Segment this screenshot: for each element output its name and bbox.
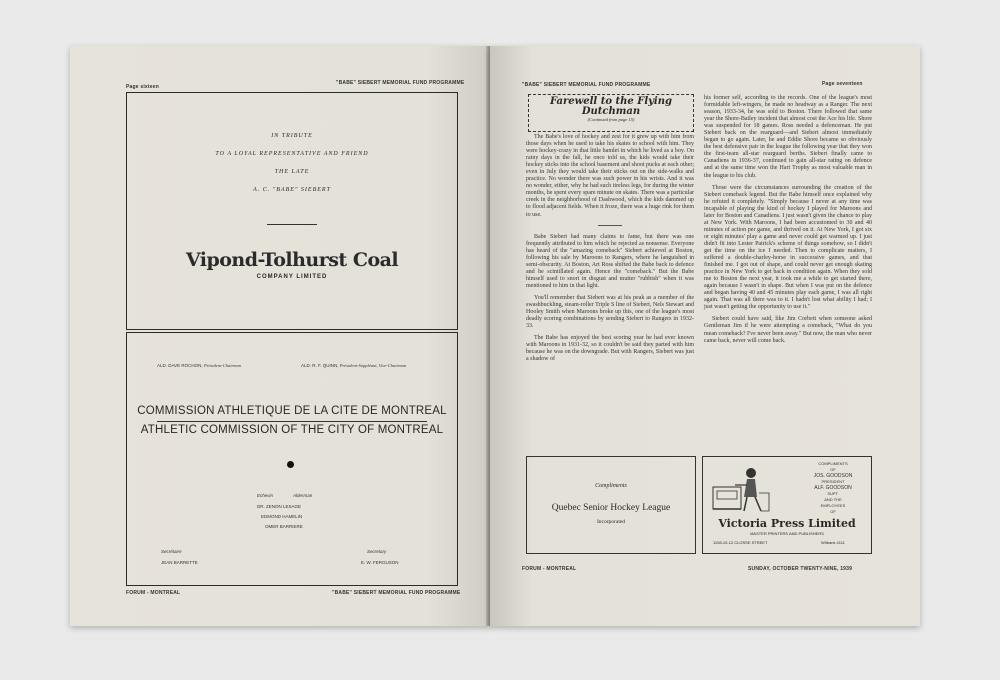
col2-paragraph-1: his former self, according to the records. One of the league's most formidable left-wingers, he made no headway as a Ranger. The next season, 1933-34, he was sold to Boston. There followed that same year the Shore-Bailey incident that almost cost the Ace his life. Shore was suspended for 18 games. Ross needed a defenceman. He put Siebert back on the rearguard—and Siebert almost immediately began to go again. Later, he and Eddie Shore became so obviously the best defensive pair in the league the following year that they won the first-team all-star rearguard berths. Siebert finally came to Canadiens in 1936-37, continued to gain all-star rating on defence and at the same time won the Hart Trophy as most valuable man in the league to his club. [704,95,872,179]
secretaire-name: JEAN BARRETTE [161,560,198,565]
commission-divider [157,421,427,422]
commission-ad-frame [126,332,458,586]
magazine-spread [68,46,930,628]
right-page-number: Page seventeen [822,81,863,87]
secretary-name: E. W. FERGUSON [361,560,399,565]
official-right-role: Président-Suppléant, Vice-Chairman [339,363,407,368]
tribute-line-4: A. C. "BABE" SIEBERT [253,187,331,193]
victoria-press-address: 1108-10-12 CLOSSE STREET [713,540,768,545]
member-name-3: OMER BARRIERE [265,524,303,529]
right-footer-location: FORUM - MONTREAL [522,566,577,572]
article-title-box [528,94,694,132]
victoria-compliments-5: ALF. GOODSON [814,485,852,491]
article-column-2 [704,95,872,455]
article-title-line-2: Dutchman [581,106,641,117]
official-left-name: ALD. DAVE ROCHON, [157,363,203,368]
left-page [70,46,490,626]
tribute-line-3: THE LATE [274,169,310,175]
left-page-number: Page sixteen [126,84,159,90]
right-header-title: "BABE" SIEBERT MEMORIAL FUND PROGRAMME [522,82,651,88]
printer-illustration [711,463,771,515]
victoria-compliments-9: OF [830,509,836,514]
member-name-2: EDMOND HAMELIN [261,514,303,519]
vipond-tolhurst-logo: Vipond-Tolhurst Coal [185,249,399,271]
victoria-compliments-8: EMPLOYEES [820,503,846,508]
col1-paragraph-2: Babe Siebert had many claims to fame, but there was one frequently attributed to him which he rejected as nonsense. Everyone has heard of the "amazing comeback" Siebert achieved at Boston, following his sale by Maroons to Rangers, where he languished in semi-obscurity. At Boston, Art Ross shifted the Babe back to defence and he scintillated again. Hence the "comeback." But the Babe himself used to snort in disgust and mutter "rubbish" when it was mentioned to him in that light. [526,233,694,289]
col2-paragraph-3: Siebert could have said, like Jim Corbett when someone asked Gentleman Jim if he were attempting a comeback, "What do you mean comeback? I've never been away." But now, the man who never came back, never will come back. [704,316,872,344]
tribute-line-2: TO A LOYAL REPRESENTATIVE AND FRIEND [215,151,369,157]
article-column-1 [526,134,694,454]
qshl-ad-box [526,456,696,554]
right-footer-date: SUNDAY, OCTOBER TWENTY-NINE, 1939 [748,566,853,572]
col1-paragraph-4: The Babe has enjoyed the best scoring year he had ever known with Maroons in 1931-32, so it couldn't be said they parted with him because he was on the downgrade. But with Rangers, Siebert was just a shadow of [526,335,694,363]
victoria-press-phone: WIlbank 4111 [821,540,845,545]
official-right-name: ALD. R. F. QUINN, [301,363,339,368]
member-name-1: DR. ZENON LESAGE [257,504,302,509]
vipond-company-limited: COMPANY LIMITED [256,274,328,280]
tribute-rule [267,224,317,225]
victoria-compliments-6: SUPT. [827,491,839,496]
official-left [157,363,241,368]
secretaire-label: Secrétaire [161,549,182,554]
qshl-compliments: Compliments [595,483,627,489]
col2-paragraph-2: Those were the circumstances surrounding the creation of the Siebert comeback legend. But the Babe himself once explained why he refuted it completely. "Simply because I never at any time was incapable of playing the kind of hockey I played for Maroons and later for Boston and Canadiens. I just wasn't given the chance to play at New York. With Maroons, I had been accustomed to 30 and 40 minutes of action per game, and thrived on it. At New York, I got six or eight minutes' play a game and never could get warmed up. I just didn't fit into Lester Patrick's scheme of things somehow, so I didn't get the time on the ice I needed. Then to complicate matters, I suffered a double-charley-horse in successive games, and that finished me. I got out of shape, and could never get enough skating practice in New York to get back in condition again. When they sold me to Boston the next year, it took me a while to get started there, again because I wasn't in shape. But when I was put on the defence and began having 40 and 45 minutes play each game, I was all right again. That was all there was to it. I hadn't lost what ability I had; I just wasn't getting the opportunity to use it." [704,184,872,311]
col1-paragraph-1: The Babe's love of hockey and zest for it grew up with him from those days when he used to take his skates to school with him. They were hockey-crazy in that little hamlet in which he lived as a boy. On rainy days in the fall, he once told us, the kids would take their hockey sticks into the school basement and shoot pucks at each other; even in July they would take their sticks out on the side-walks and practice. No wonder there was such power in his wrists. And it was no wonder, either, why he had such tireless legs, for during the winter months, he spent every spare minute on skates. There was a particular creek in the neighborhood of Dashwood, which the kids dammed up to flood adjacent fields. When it froze, there was a huge rink for them to use. [526,134,694,218]
col1-paragraph-3: You'll remember that Siebert was at his peak as a member of the swashbuckling, steam-roller Triple S line of Siebert, Nels Stewart and Hooley Smith when Maroons broke up this, one of the league's most deadly scoring combinations by sending Siebert to Rangers in 1932-33. [526,294,694,330]
victoria-press-tagline: MASTER PRINTERS AND PUBLISHERS [750,531,824,536]
commission-title-fr: COMMISSION ATHLETIQUE DE LA CITE DE MONTREAL [137,405,447,417]
secretary-label: Secretary [367,549,387,554]
victoria-compliments-1: COMPLIMENTS [818,461,848,466]
article-title-line-1: Farewell to the Flying [550,96,672,107]
qshl-name: Quebec Senior Hockey League [551,503,671,513]
official-right [301,363,406,368]
section-rule [598,225,622,226]
article-continued-note: (Continued from page 15) [587,117,635,122]
official-left-role: Président-Chairman [203,363,241,368]
print-dot [287,461,294,468]
right-page [490,46,920,626]
victoria-compliments-list [797,461,869,515]
tribute-ad-frame [126,92,458,330]
victoria-compliments-3: JOS. GOODSON [813,473,853,479]
tribute-line-1: IN TRIBUTE [271,133,313,139]
left-footer-title: "BABE" SIEBERT MEMORIAL FUND PROGRAMME [332,590,461,596]
victoria-compliments-7: AND THE [824,497,842,502]
qshl-incorporated: Incorporated [596,519,626,525]
commission-title-en: ATHLETIC COMMISSION OF THE CITY OF MONTREAL [140,424,444,436]
echevin-label: Echevin [257,493,274,498]
victoria-compliments-4: PRESIDENT [821,479,845,484]
victoria-press-ad-box [702,456,872,554]
alderman-label: Alderman [293,493,313,498]
victoria-compliments-2: OF [830,467,836,472]
victoria-press-name: Victoria Press Limited [718,517,856,530]
left-footer-location: FORUM - MONTREAL [126,590,181,596]
left-header-title: "BABE" SIEBERT MEMORIAL FUND PROGRAMME [336,80,465,86]
